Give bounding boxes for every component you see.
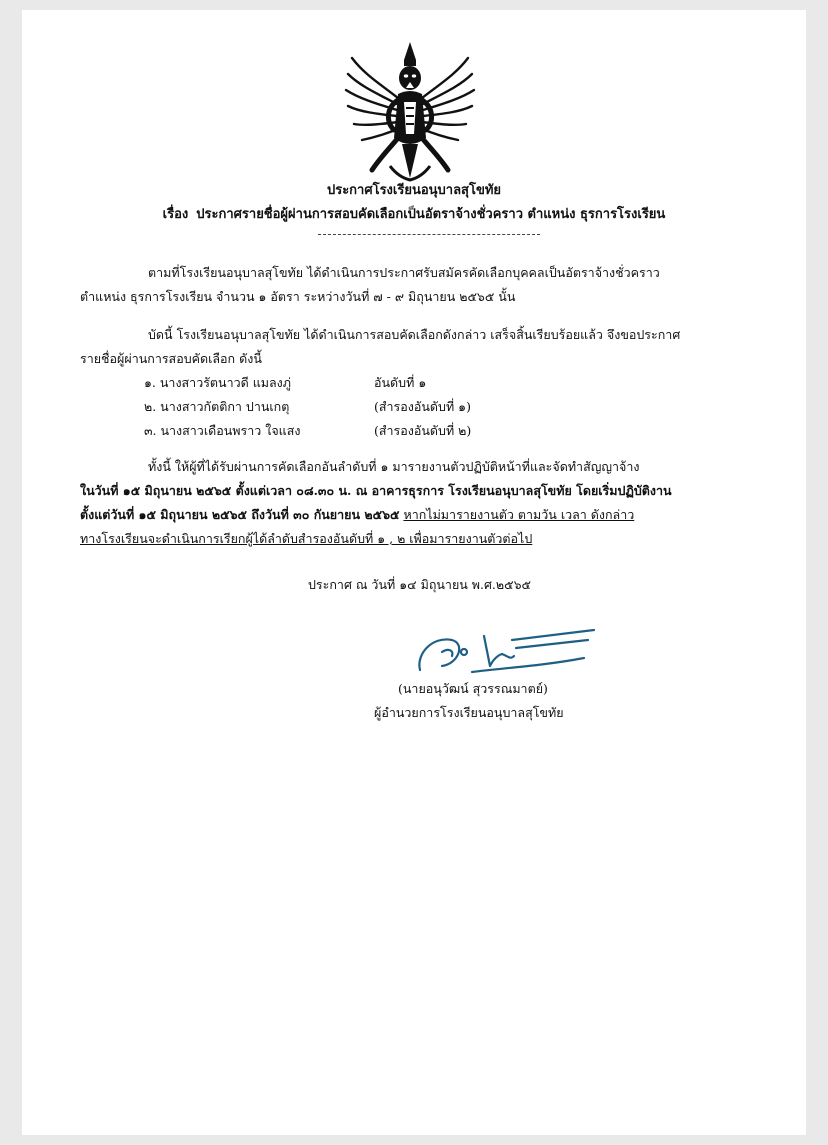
signer-name: (นายอนุวัฒน์ สุวรรณมาตย์): [398, 681, 548, 696]
work-period-text: ตั้งแต่วันที่ ๑๕ มิถุนายน ๒๕๖๕ ถึงวันที่ ๓๐ กันยายน ๒๕๖๕: [80, 507, 400, 522]
paragraph-3-line-4: ทางโรงเรียนจะดำเนินการเรียกผู้ได้ลำดับสำรองอันดับที่ ๑ , ๒ เพื่อมารายงานตัวต่อไป: [80, 531, 533, 546]
candidate-rank: (สำรองอันดับที่ ๑): [374, 399, 471, 414]
subject-text: ประกาศรายชื่อผู้ผ่านการสอบคัดเลือกเป็นอัตราจ้างชั่วคราว ตำแหน่ง ธุรการโรงเรียน: [196, 207, 666, 222]
paragraph-3-line-2: ในวันที่ ๑๕ มิถุนายน ๒๕๖๕ ตั้งแต่เวลา ๐๘.๓๐ น. ณ อาคารธุรการ โรงเรียนอนุบาลสุโขทัย โดยเริ่มปฏิบัติงาน: [80, 483, 672, 498]
paragraph-1-line-2: ตำแหน่ง ธุรการโรงเรียน จำนวน ๑ อัตรา ระหว่างวันที่ ๗ - ๙ มิถุนายน ๒๕๖๕ นั้น: [80, 289, 516, 304]
warning-text: หากไม่มารายงานตัว ตามวัน เวลา ดังกล่าว: [403, 507, 635, 522]
paragraph-2-line-1: บัดนี้ โรงเรียนอนุบาลสุโขทัย ได้ดำเนินการสอบคัดเลือกดังกล่าว เสร็จสิ้นเรียบร้อยแล้ว จึงขอประกาศ: [148, 327, 681, 342]
title-divider: [318, 234, 540, 235]
paragraph-1-line-1: ตามที่โรงเรียนอนุบาลสุโขทัย ได้ดำเนินการประกาศรับสมัครคัดเลือกบุคคลเป็นอัตราจ้างชั่วคราว: [148, 265, 660, 280]
candidate-name: ๑. นางสาวรัตนาวดี แมลงภู่: [144, 375, 292, 390]
candidate-rank: (สำรองอันดับที่ ๒): [374, 423, 472, 438]
signer-position: ผู้อำนวยการโรงเรียนอนุบาลสุโขทัย: [374, 705, 564, 720]
document-page: [22, 10, 806, 1135]
candidate-name: ๒. นางสาวกัตติกา ปานเกตุ: [144, 399, 290, 414]
announced-date: ประกาศ ณ วันที่ ๑๔ มิถุนายน พ.ศ.๒๕๖๕: [308, 577, 532, 592]
subject-label: เรื่อง: [162, 207, 189, 222]
announcement-subject: [22, 206, 806, 224]
candidate-rank: อันดับที่ ๑: [374, 375, 427, 390]
paragraph-2-line-2: รายชื่อผู้ผ่านการสอบคัดเลือก ดังนี้: [80, 351, 262, 366]
garuda-emblem-icon: [342, 38, 478, 184]
paragraph-3-line-1: ทั้งนี้ ให้ผู้ที่ได้รับผ่านการคัดเลือกอันลำดับที่ ๑ มารายงานตัวปฏิบัติหน้าที่และจัดทำสัญญาจ้าง: [148, 459, 640, 474]
paragraph-3-line-3: [80, 506, 634, 524]
candidate-name: ๓. นางสาวเดือนพราว ใจแสง: [144, 423, 301, 438]
announcement-title: ประกาศโรงเรียนอนุบาลสุโขทัย: [326, 183, 502, 198]
signature-icon: [412, 622, 622, 680]
